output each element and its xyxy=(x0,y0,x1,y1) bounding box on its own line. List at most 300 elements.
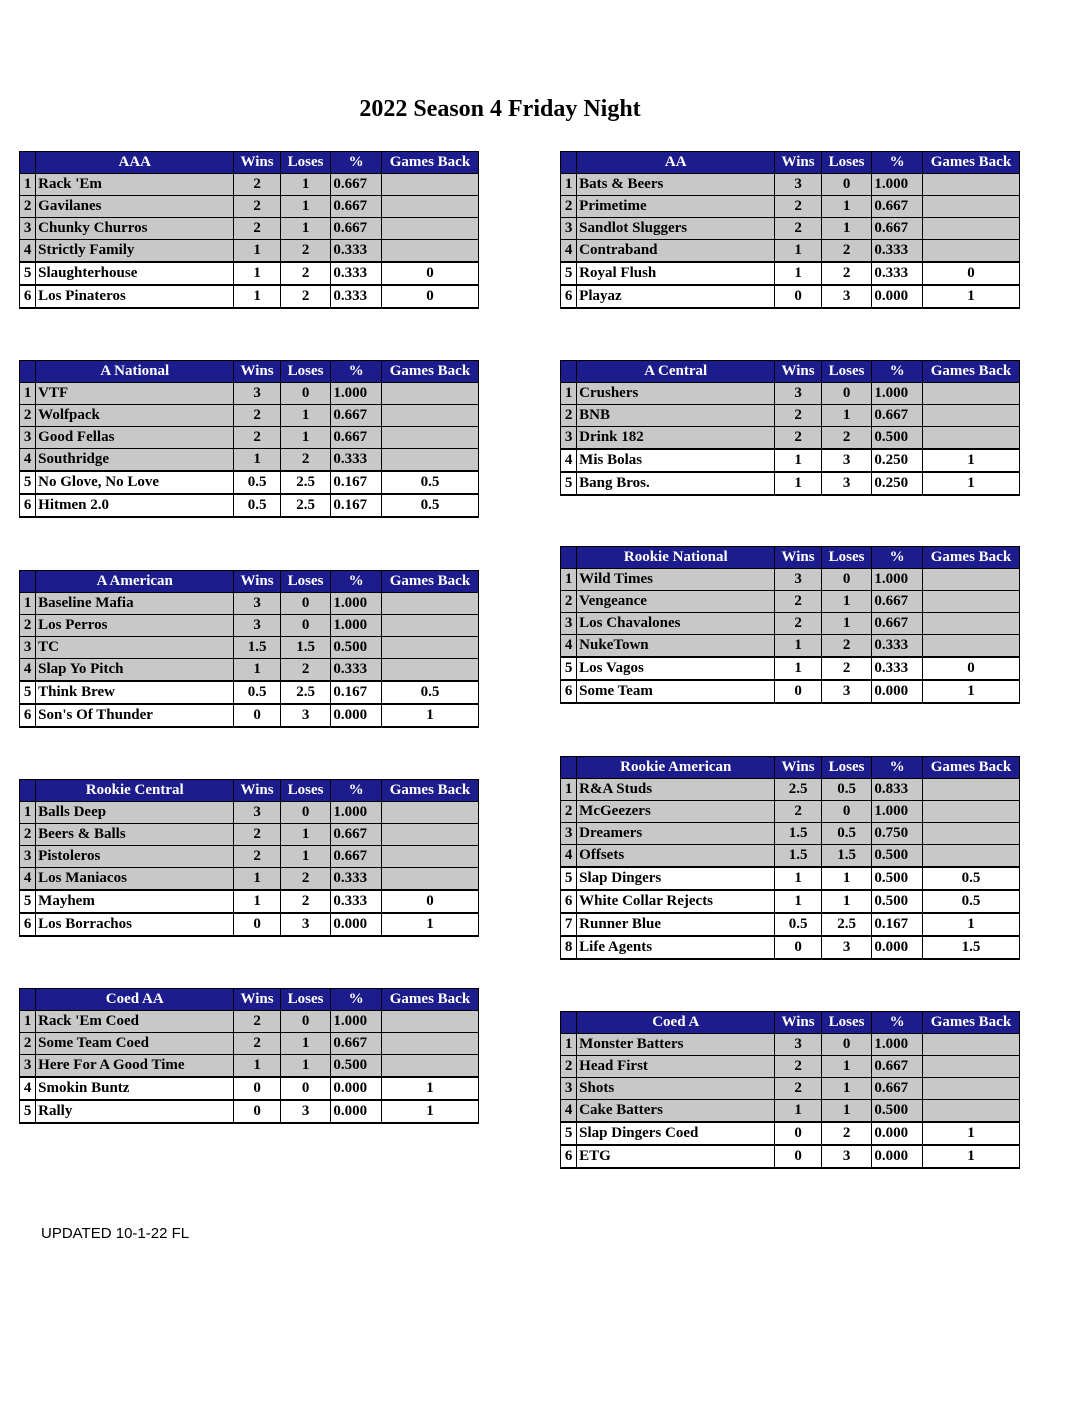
pct-cell: 0.333 xyxy=(331,285,382,308)
pct-cell: 0.000 xyxy=(331,704,382,727)
games-back-cell xyxy=(381,383,478,405)
table-row xyxy=(561,174,1020,196)
standings-table xyxy=(560,360,1020,496)
pct-cell: 0.667 xyxy=(331,196,382,218)
table-row xyxy=(561,1122,1020,1145)
loses-cell: 1 xyxy=(821,890,872,913)
loses-cell: 0 xyxy=(821,801,872,823)
loses-cell: 1 xyxy=(821,1056,872,1078)
wins-cell: 3 xyxy=(234,802,281,824)
games-back-cell: 0.5 xyxy=(922,890,1019,913)
table-row xyxy=(20,846,479,868)
pct-cell: 0.333 xyxy=(331,262,382,285)
rank-cell: 3 xyxy=(20,218,36,240)
games-back-cell xyxy=(381,1033,478,1055)
pct-header: % xyxy=(331,780,382,802)
games-back-cell xyxy=(922,240,1019,263)
wins-cell: 3 xyxy=(234,383,281,405)
games-back-cell xyxy=(381,174,478,196)
wins-cell: 0 xyxy=(775,1145,822,1168)
pct-cell: 0.667 xyxy=(872,1078,923,1100)
games-back-cell: 1 xyxy=(381,1077,478,1100)
rank-cell: 8 xyxy=(561,936,577,959)
games-back-cell xyxy=(922,779,1019,801)
pct-cell: 1.000 xyxy=(872,1034,923,1056)
games-back-header: Games Back xyxy=(922,757,1019,779)
wins-cell: 2 xyxy=(775,196,822,218)
table-row xyxy=(561,613,1020,635)
games-back-cell xyxy=(922,1056,1019,1078)
wins-cell: 0 xyxy=(234,913,281,936)
team-name: NukeTown xyxy=(577,635,775,658)
team-name: Gavilanes xyxy=(36,196,234,218)
wins-cell: 1 xyxy=(775,240,822,263)
pct-cell: 0.333 xyxy=(331,240,382,263)
loses-cell: 0 xyxy=(280,802,331,824)
loses-cell: 2 xyxy=(821,427,872,450)
table-row xyxy=(561,383,1020,405)
rank-cell: 4 xyxy=(561,845,577,868)
wins-cell: 0 xyxy=(234,1100,281,1123)
table-header xyxy=(561,361,1020,383)
loses-cell: 1 xyxy=(280,218,331,240)
rank-cell: 1 xyxy=(20,1011,36,1033)
wins-cell: 1 xyxy=(234,868,281,891)
loses-cell: 1.5 xyxy=(280,637,331,659)
rank-cell: 5 xyxy=(561,472,577,495)
table-row xyxy=(20,615,479,637)
pct-cell: 1.000 xyxy=(331,383,382,405)
team-name: Hitmen 2.0 xyxy=(36,494,234,517)
games-back-cell xyxy=(381,637,478,659)
games-back-header: Games Back xyxy=(381,780,478,802)
rank-cell: 6 xyxy=(20,285,36,308)
wins-cell: 2 xyxy=(234,405,281,427)
games-back-header: Games Back xyxy=(381,152,478,174)
games-back-header: Games Back xyxy=(922,1012,1019,1034)
team-name: Slap Yo Pitch xyxy=(36,659,234,682)
team-name: Balls Deep xyxy=(36,802,234,824)
games-back-cell xyxy=(381,659,478,682)
rank-cell: 5 xyxy=(20,471,36,494)
table-row xyxy=(561,1145,1020,1168)
header-corner xyxy=(20,780,36,802)
rank-cell: 3 xyxy=(561,218,577,240)
pct-cell: 0.000 xyxy=(872,1145,923,1168)
games-back-cell xyxy=(381,240,478,263)
pct-cell: 0.167 xyxy=(331,471,382,494)
games-back-header: Games Back xyxy=(381,989,478,1011)
games-back-cell xyxy=(922,1078,1019,1100)
loses-cell: 3 xyxy=(280,704,331,727)
wins-cell: 1 xyxy=(775,1100,822,1123)
table-row xyxy=(561,472,1020,495)
wins-cell: 2 xyxy=(775,613,822,635)
loses-cell: 0 xyxy=(821,569,872,591)
games-back-cell: 0 xyxy=(922,262,1019,285)
rank-cell: 2 xyxy=(20,196,36,218)
wins-cell: 0 xyxy=(775,936,822,959)
wins-cell: 1.5 xyxy=(234,637,281,659)
loses-header: Loses xyxy=(821,757,872,779)
team-name: Strictly Family xyxy=(36,240,234,263)
loses-cell: 2 xyxy=(280,285,331,308)
team-name: Some Team Coed xyxy=(36,1033,234,1055)
games-back-cell xyxy=(922,635,1019,658)
team-name: Crushers xyxy=(577,383,775,405)
wins-cell: 2 xyxy=(234,218,281,240)
pct-cell: 0.167 xyxy=(331,681,382,704)
loses-cell: 2.5 xyxy=(280,494,331,517)
pct-cell: 0.667 xyxy=(872,1056,923,1078)
loses-cell: 0 xyxy=(821,174,872,196)
table-row xyxy=(561,680,1020,703)
loses-cell: 2.5 xyxy=(821,913,872,936)
pct-cell: 0.500 xyxy=(872,427,923,450)
pct-cell: 0.167 xyxy=(331,494,382,517)
wins-cell: 2 xyxy=(234,1033,281,1055)
wins-cell: 0 xyxy=(234,704,281,727)
wins-cell: 1.5 xyxy=(775,823,822,845)
rank-cell: 5 xyxy=(20,1100,36,1123)
games-back-cell: 1 xyxy=(381,704,478,727)
pct-cell: 0.000 xyxy=(331,913,382,936)
table-row xyxy=(20,449,479,472)
table-row xyxy=(561,801,1020,823)
table-row xyxy=(20,494,479,517)
table-row xyxy=(20,174,479,196)
pct-cell: 0.667 xyxy=(872,591,923,613)
team-name: Los Maniacos xyxy=(36,868,234,891)
games-back-cell xyxy=(381,218,478,240)
loses-cell: 1 xyxy=(821,196,872,218)
loses-cell: 0 xyxy=(280,593,331,615)
loses-cell: 0.5 xyxy=(821,779,872,801)
games-back-cell: 1 xyxy=(922,1122,1019,1145)
pct-cell: 0.000 xyxy=(872,936,923,959)
division-name: A National xyxy=(36,361,234,383)
games-back-cell xyxy=(381,196,478,218)
loses-cell: 3 xyxy=(821,936,872,959)
games-back-cell xyxy=(381,1011,478,1033)
rank-cell: 6 xyxy=(20,494,36,517)
team-name: White Collar Rejects xyxy=(577,890,775,913)
games-back-cell: 1 xyxy=(922,680,1019,703)
table-row xyxy=(20,1033,479,1055)
games-back-cell xyxy=(922,613,1019,635)
wins-header: Wins xyxy=(234,571,281,593)
loses-cell: 3 xyxy=(821,285,872,308)
rank-cell: 3 xyxy=(561,823,577,845)
pct-header: % xyxy=(872,757,923,779)
loses-cell: 1 xyxy=(821,591,872,613)
table-row xyxy=(561,262,1020,285)
games-back-cell xyxy=(381,405,478,427)
rank-cell: 6 xyxy=(561,890,577,913)
table-header xyxy=(561,152,1020,174)
loses-cell: 2 xyxy=(280,659,331,682)
rank-cell: 1 xyxy=(20,593,36,615)
rank-cell: 6 xyxy=(20,913,36,936)
wins-cell: 1 xyxy=(775,449,822,472)
wins-cell: 2 xyxy=(234,1011,281,1033)
pct-header: % xyxy=(872,547,923,569)
wins-cell: 2 xyxy=(234,196,281,218)
rank-cell: 4 xyxy=(561,449,577,472)
rank-cell: 5 xyxy=(561,657,577,680)
wins-cell: 1 xyxy=(775,867,822,890)
games-back-cell xyxy=(922,174,1019,196)
table-row xyxy=(20,471,479,494)
table-row xyxy=(561,657,1020,680)
loses-cell: 1 xyxy=(821,405,872,427)
games-back-cell: 1 xyxy=(922,1145,1019,1168)
loses-header: Loses xyxy=(280,152,331,174)
wins-cell: 2 xyxy=(775,405,822,427)
games-back-cell xyxy=(381,615,478,637)
games-back-header: Games Back xyxy=(922,152,1019,174)
table-row xyxy=(561,913,1020,936)
team-name: Beers & Balls xyxy=(36,824,234,846)
team-name: R&A Studs xyxy=(577,779,775,801)
pct-cell: 1.000 xyxy=(872,383,923,405)
pct-cell: 0.667 xyxy=(331,405,382,427)
pct-cell: 0.667 xyxy=(331,1033,382,1055)
rank-cell: 5 xyxy=(20,890,36,913)
pct-cell: 0.500 xyxy=(872,890,923,913)
team-name: Slap Dingers xyxy=(577,867,775,890)
pct-cell: 0.500 xyxy=(872,1100,923,1123)
pct-cell: 0.667 xyxy=(331,218,382,240)
wins-cell: 0.5 xyxy=(234,471,281,494)
wins-cell: 3 xyxy=(775,1034,822,1056)
loses-cell: 2.5 xyxy=(280,471,331,494)
team-name: Baseline Mafia xyxy=(36,593,234,615)
games-back-cell: 0.5 xyxy=(381,494,478,517)
pct-cell: 0.000 xyxy=(872,1122,923,1145)
pct-header: % xyxy=(872,1012,923,1034)
pct-cell: 0.167 xyxy=(872,913,923,936)
table-row xyxy=(20,196,479,218)
team-name: Playaz xyxy=(577,285,775,308)
wins-header: Wins xyxy=(234,152,281,174)
table-row xyxy=(20,1011,479,1033)
standings-table xyxy=(560,151,1020,309)
rank-cell: 4 xyxy=(561,240,577,263)
pct-cell: 0.750 xyxy=(872,823,923,845)
rank-cell: 5 xyxy=(20,262,36,285)
wins-header: Wins xyxy=(775,757,822,779)
team-name: Shots xyxy=(577,1078,775,1100)
games-back-cell: 0 xyxy=(381,285,478,308)
rank-cell: 1 xyxy=(561,1034,577,1056)
wins-cell: 0 xyxy=(775,680,822,703)
pct-cell: 0.333 xyxy=(872,657,923,680)
rank-cell: 4 xyxy=(561,1100,577,1123)
table-row xyxy=(20,218,479,240)
games-back-cell xyxy=(922,218,1019,240)
table-row xyxy=(20,890,479,913)
team-name: Los Vagos xyxy=(577,657,775,680)
pct-cell: 0.500 xyxy=(872,845,923,868)
standings-table xyxy=(560,1011,1020,1169)
table-row xyxy=(561,218,1020,240)
loses-cell: 1 xyxy=(280,846,331,868)
games-back-cell xyxy=(922,427,1019,450)
loses-cell: 3 xyxy=(280,913,331,936)
division-name: AAA xyxy=(36,152,234,174)
wins-cell: 2 xyxy=(234,174,281,196)
rank-cell: 2 xyxy=(561,196,577,218)
games-back-cell xyxy=(922,196,1019,218)
rank-cell: 1 xyxy=(561,569,577,591)
loses-cell: 3 xyxy=(821,449,872,472)
loses-cell: 2 xyxy=(821,635,872,658)
games-back-cell: 1 xyxy=(922,472,1019,495)
table-row xyxy=(20,637,479,659)
pct-cell: 0.333 xyxy=(872,262,923,285)
pct-cell: 0.250 xyxy=(872,472,923,495)
table-row xyxy=(561,635,1020,658)
pct-cell: 0.250 xyxy=(872,449,923,472)
division-name: Coed AA xyxy=(36,989,234,1011)
wins-cell: 0 xyxy=(775,1122,822,1145)
loses-cell: 0 xyxy=(280,1011,331,1033)
team-name: Primetime xyxy=(577,196,775,218)
table-row xyxy=(20,593,479,615)
games-back-cell: 0.5 xyxy=(922,867,1019,890)
table-row xyxy=(561,285,1020,308)
pct-cell: 0.000 xyxy=(872,285,923,308)
wins-header: Wins xyxy=(234,780,281,802)
pct-cell: 0.833 xyxy=(872,779,923,801)
team-name: Vengeance xyxy=(577,591,775,613)
team-name: Runner Blue xyxy=(577,913,775,936)
table-row xyxy=(561,936,1020,959)
loses-cell: 0 xyxy=(280,1077,331,1100)
team-name: Royal Flush xyxy=(577,262,775,285)
table-row xyxy=(561,845,1020,868)
division-name: A American xyxy=(36,571,234,593)
pct-header: % xyxy=(331,361,382,383)
games-back-cell xyxy=(381,846,478,868)
games-back-cell xyxy=(922,591,1019,613)
pct-cell: 0.500 xyxy=(331,637,382,659)
games-back-cell xyxy=(922,1100,1019,1123)
division-name: Rookie Central xyxy=(36,780,234,802)
table-row xyxy=(561,1100,1020,1123)
wins-cell: 0.5 xyxy=(234,494,281,517)
wins-cell: 1 xyxy=(234,890,281,913)
table-row xyxy=(20,1100,479,1123)
rank-cell: 3 xyxy=(20,846,36,868)
header-corner xyxy=(20,989,36,1011)
table-row xyxy=(561,867,1020,890)
team-name: Rally xyxy=(36,1100,234,1123)
wins-cell: 3 xyxy=(775,569,822,591)
pct-cell: 0.000 xyxy=(872,680,923,703)
table-row xyxy=(20,405,479,427)
table-row xyxy=(561,591,1020,613)
rank-cell: 5 xyxy=(561,1122,577,1145)
wins-cell: 3 xyxy=(234,615,281,637)
rank-cell: 1 xyxy=(20,802,36,824)
table-row xyxy=(20,681,479,704)
rank-cell: 3 xyxy=(561,613,577,635)
loses-header: Loses xyxy=(280,571,331,593)
games-back-cell: 0.5 xyxy=(381,681,478,704)
loses-header: Loses xyxy=(280,361,331,383)
games-back-cell: 1 xyxy=(381,1100,478,1123)
table-row xyxy=(20,802,479,824)
table-row xyxy=(20,285,479,308)
wins-cell: 1.5 xyxy=(775,845,822,868)
rank-cell: 1 xyxy=(20,174,36,196)
games-back-cell: 0 xyxy=(381,262,478,285)
header-corner xyxy=(561,152,577,174)
rank-cell: 3 xyxy=(561,427,577,450)
pct-cell: 0.500 xyxy=(872,867,923,890)
loses-cell: 1 xyxy=(280,1033,331,1055)
rank-cell: 4 xyxy=(20,1077,36,1100)
table-row xyxy=(20,1077,479,1100)
team-name: Los Perros xyxy=(36,615,234,637)
pct-cell: 0.333 xyxy=(331,890,382,913)
rank-cell: 4 xyxy=(20,449,36,472)
table-row xyxy=(20,1055,479,1078)
team-name: ETG xyxy=(577,1145,775,1168)
header-corner xyxy=(20,361,36,383)
rank-cell: 1 xyxy=(561,174,577,196)
standings-table xyxy=(19,988,479,1124)
games-back-cell xyxy=(381,868,478,891)
team-name: Life Agents xyxy=(577,936,775,959)
team-name: Here For A Good Time xyxy=(36,1055,234,1078)
table-row xyxy=(20,262,479,285)
loses-cell: 2 xyxy=(821,240,872,263)
loses-header: Loses xyxy=(821,361,872,383)
wins-cell: 1 xyxy=(234,449,281,472)
table-header xyxy=(561,757,1020,779)
team-name: Bats & Beers xyxy=(577,174,775,196)
pct-cell: 0.667 xyxy=(872,218,923,240)
pct-cell: 1.000 xyxy=(331,1011,382,1033)
games-back-cell xyxy=(922,845,1019,868)
loses-cell: 2 xyxy=(821,1122,872,1145)
wins-header: Wins xyxy=(234,361,281,383)
wins-cell: 3 xyxy=(234,593,281,615)
wins-cell: 0 xyxy=(775,285,822,308)
table-row xyxy=(561,569,1020,591)
pct-cell: 0.667 xyxy=(331,846,382,868)
team-name: Slaughterhouse xyxy=(36,262,234,285)
games-back-cell xyxy=(381,824,478,846)
table-row xyxy=(561,890,1020,913)
team-name: Son's Of Thunder xyxy=(36,704,234,727)
wins-cell: 1 xyxy=(234,659,281,682)
pct-cell: 0.333 xyxy=(331,449,382,472)
loses-cell: 3 xyxy=(821,680,872,703)
wins-cell: 1 xyxy=(775,262,822,285)
wins-cell: 1 xyxy=(775,472,822,495)
loses-cell: 3 xyxy=(821,1145,872,1168)
rank-cell: 5 xyxy=(561,262,577,285)
pct-cell: 1.000 xyxy=(331,615,382,637)
table-row xyxy=(20,383,479,405)
header-corner xyxy=(20,571,36,593)
loses-header: Loses xyxy=(821,152,872,174)
pct-cell: 0.000 xyxy=(331,1100,382,1123)
